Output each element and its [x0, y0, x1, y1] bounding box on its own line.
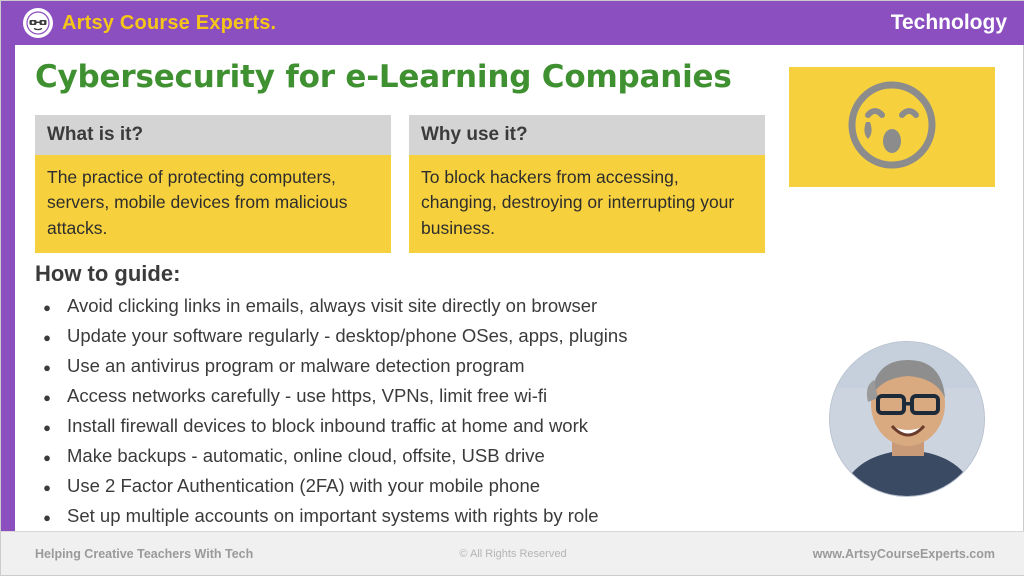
- page-title: Cybersecurity for e-Learning Companies: [35, 59, 732, 95]
- crying-face-icon: [842, 75, 942, 180]
- bullet-icon: ●: [43, 360, 51, 375]
- list-item-text: Access networks carefully - use https, VPNs, limit free wi-fi: [67, 385, 548, 406]
- footer-rights: © All Rights Reserved: [459, 547, 567, 560]
- list-item-text: Set up multiple accounts on important systems with rights by role: [67, 505, 599, 526]
- brand: [23, 8, 276, 38]
- list-item: [41, 441, 801, 471]
- avatar: [829, 341, 985, 497]
- slide-header: [1, 1, 1024, 45]
- list-item: [41, 381, 801, 411]
- icon-panel: [789, 67, 995, 187]
- card-heading: Why use it?: [409, 115, 765, 155]
- list-item: [41, 501, 801, 531]
- list-item-text: Install firewall devices to block inbound traffic at home and work: [67, 415, 589, 436]
- list-item-text: Use 2 Factor Authentication (2FA) with your mobile phone: [67, 475, 541, 496]
- bullet-icon: ●: [43, 420, 51, 435]
- bullet-icon: ●: [43, 510, 51, 525]
- list-item-text: Use an antivirus program or malware detection program: [67, 355, 525, 376]
- slide-footer: [1, 531, 1024, 575]
- list-item: [41, 321, 801, 351]
- category-label: Technology: [890, 11, 1007, 34]
- list-item: [41, 471, 801, 501]
- brand-name: [62, 12, 276, 35]
- card-heading: What is it?: [35, 115, 391, 155]
- glasses-avatar-logo-icon: [23, 8, 53, 38]
- brand-name-text: Artsy Course Experts: [62, 11, 271, 34]
- card-body: The practice of protecting computers, servers, mobile devices from malicious attacks.: [35, 155, 391, 253]
- footer-tagline: Helping Creative Teachers With Tech: [35, 546, 254, 561]
- guide-list: [41, 291, 801, 531]
- bullet-icon: ●: [43, 450, 51, 465]
- list-item-text: Make backups - automatic, online cloud, offsite, USB drive: [67, 445, 545, 466]
- list-item: [41, 411, 801, 441]
- list-item-text: Avoid clicking links in emails, always visit site directly on browser: [67, 295, 598, 316]
- bullet-icon: ●: [43, 480, 51, 495]
- list-item: [41, 351, 801, 381]
- list-item-text: Update your software regularly - desktop/phone OSes, apps, plugins: [67, 325, 628, 346]
- list-item: [41, 291, 801, 321]
- card-body: To block hackers from accessing, changing, destroying or interrupting your business.: [409, 155, 765, 253]
- left-accent-rail: [1, 45, 15, 533]
- footer-website: www.ArtsyCourseExperts.com: [812, 546, 995, 561]
- card-why-use-it: [409, 115, 765, 253]
- bullet-icon: ●: [43, 330, 51, 345]
- guide-heading: How to guide:: [35, 261, 181, 286]
- card-what-is-it: [35, 115, 391, 253]
- brand-name-dot: .: [270, 11, 277, 34]
- bullet-icon: ●: [43, 390, 51, 405]
- bullet-icon: ●: [43, 300, 51, 315]
